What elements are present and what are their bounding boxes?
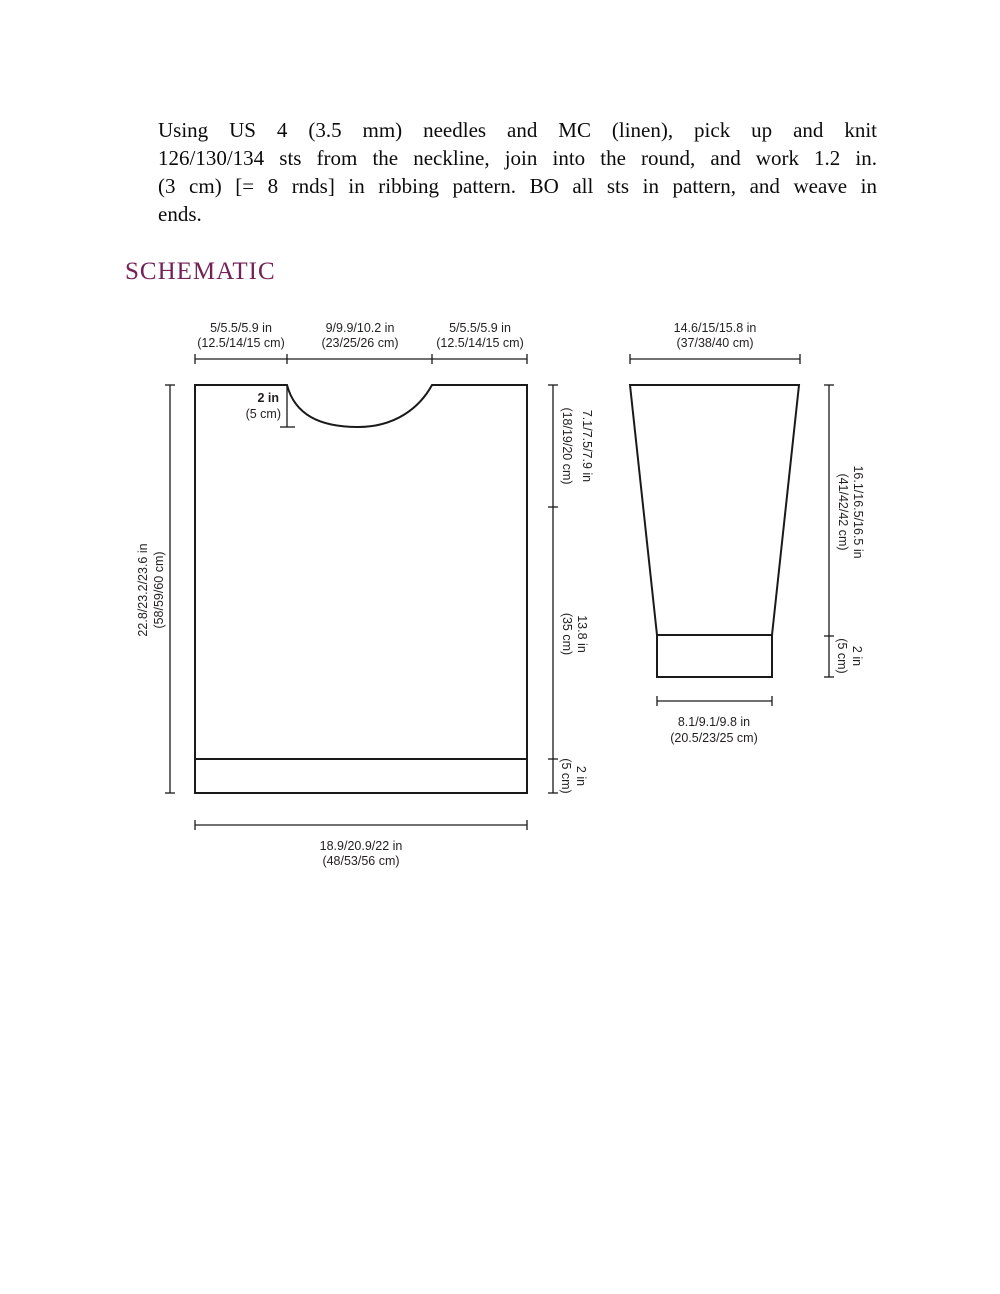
body-length-label-cm: (35 cm) — [560, 612, 574, 656]
neck-depth-label-in: 2 in — [257, 391, 279, 405]
neck-width-label-cm: (23/25/26 cm) — [321, 336, 399, 350]
cuff-ribbing-label-cm: (5 cm) — [835, 638, 849, 674]
instruction-line: Using US 4 (3.5 mm) needles and MC (linen), pick up and knit — [158, 118, 877, 142]
cuff-ribbing-label-in: 2 in — [850, 645, 864, 667]
hem-ribbing-label-cm: (5 cm) — [559, 758, 573, 794]
shoulder-left-label-in: 5/5.5/5.9 in — [210, 321, 272, 335]
hem-ribbing-label-in: 2 in — [574, 765, 588, 787]
neck-width-label-in: 9/9.9/10.2 in — [325, 321, 395, 335]
sleeve-outline — [630, 385, 799, 677]
cuff-width-label-cm: (20.5/23/25 cm) — [670, 731, 758, 745]
sleeve-top-width-label-in: 14.6/15/15.8 in — [673, 321, 757, 335]
body-outline — [195, 385, 527, 793]
instruction-line: (3 cm) [= 8 rnds] in ribbing pattern. BO all sts in pattern, and weave in — [158, 174, 877, 198]
shoulder-left-label-cm: (12.5/14/15 cm) — [197, 336, 285, 350]
bottom-width-label-cm: (48/53/56 cm) — [322, 854, 400, 868]
yoke-depth-label-in: 7.1/7.5/7.9 in — [580, 409, 594, 483]
yoke-depth-label-cm: (18/19/20 cm) — [560, 407, 574, 485]
shoulder-right-label-in: 5/5.5/5.9 in — [449, 321, 511, 335]
schematic-section-heading: SCHEMATIC — [125, 258, 276, 285]
shoulder-right-label-cm: (12.5/14/15 cm) — [436, 336, 524, 350]
instruction-line: ends. — [158, 202, 202, 226]
neck-depth-label-cm: (5 cm) — [245, 407, 281, 421]
instruction-line: 126/130/134 sts from the neckline, join into the round, and work 1.2 in. — [158, 146, 877, 170]
total-length-label-in: 22.8/23.2/23.6 in — [136, 543, 150, 637]
sleeve-top-width-label-cm: (37/38/40 cm) — [676, 336, 754, 350]
body-length-label-in: 13.8 in — [575, 615, 589, 653]
total-length-label-cm: (58/59/60 cm) — [152, 551, 166, 629]
bottom-width-label-in: 18.9/20.9/22 in — [319, 839, 403, 853]
instructions-paragraph — [158, 116, 877, 228]
sleeve-length-label-cm: (41/42/42 cm) — [836, 473, 850, 551]
sleeve-length-label-in: 16.1/16.5/16.5 in — [851, 465, 865, 559]
schematic-diagram — [0, 310, 1000, 910]
cuff-width-label-in: 8.1/9.1/9.8 in — [677, 715, 751, 729]
